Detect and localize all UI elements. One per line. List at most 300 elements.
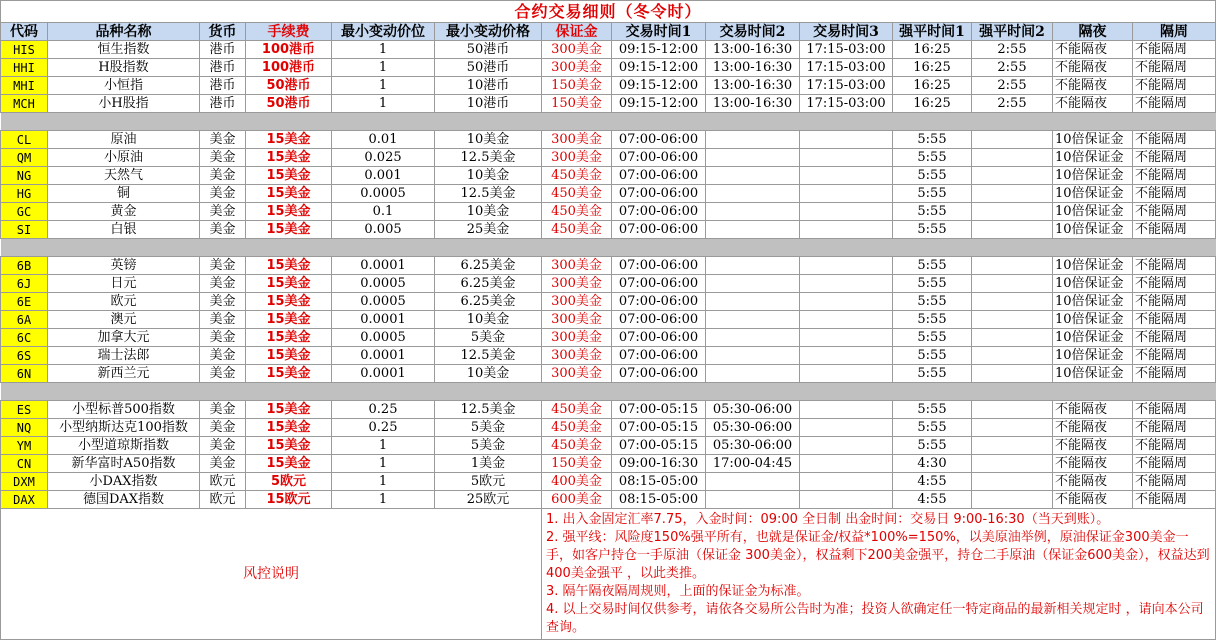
table-row (1, 149, 1216, 167)
name-cell: 小型纳斯达克100指数 (48, 419, 200, 437)
fee-cell: 5欧元 (246, 473, 332, 491)
overweek-cell: 不能隔周 (1133, 329, 1216, 347)
overweek-cell: 不能隔周 (1133, 437, 1216, 455)
currency-cell: 美金 (200, 329, 246, 347)
currency-cell: 美金 (200, 437, 246, 455)
close-time1-cell: 5:55 (893, 167, 972, 185)
column-header: 交易时间3 (800, 23, 893, 41)
tick-value-cell: 50港币 (435, 41, 542, 59)
name-cell: 黄金 (48, 203, 200, 221)
session2-cell (706, 185, 800, 203)
min-tick-cell: 0.0005 (332, 275, 435, 293)
margin-cell: 300美金 (542, 311, 612, 329)
overnight-cell: 10倍保证金 (1053, 293, 1133, 311)
code-cell: HG (1, 185, 48, 203)
overnight-cell: 不能隔夜 (1053, 77, 1133, 95)
session1-cell: 07:00-05:15 (612, 401, 706, 419)
currency-cell: 美金 (200, 419, 246, 437)
table-row (1, 491, 1216, 509)
close-time1-cell: 16:25 (893, 95, 972, 113)
session2-cell: 13:00-16:30 (706, 95, 800, 113)
session3-cell (800, 365, 893, 383)
overnight-cell: 不能隔夜 (1053, 491, 1133, 509)
name-cell: 澳元 (48, 311, 200, 329)
tick-value-cell: 10美金 (435, 131, 542, 149)
code-cell: 6N (1, 365, 48, 383)
column-header: 保证金 (542, 23, 612, 41)
name-cell: 新华富时A50指数 (48, 455, 200, 473)
currency-cell: 欧元 (200, 473, 246, 491)
overweek-cell: 不能隔周 (1133, 455, 1216, 473)
margin-cell: 450美金 (542, 185, 612, 203)
name-cell: 日元 (48, 275, 200, 293)
fee-cell: 15美金 (246, 437, 332, 455)
table-row (1, 257, 1216, 275)
session1-cell: 07:00-05:15 (612, 437, 706, 455)
tick-value-cell: 5欧元 (435, 473, 542, 491)
session3-cell: 17:15-03:00 (800, 95, 893, 113)
column-header: 交易时间1 (612, 23, 706, 41)
overnight-cell: 10倍保证金 (1053, 203, 1133, 221)
risk-row (1, 509, 1216, 640)
close-time2-cell: 2:55 (972, 95, 1053, 113)
session1-cell: 09:15-12:00 (612, 59, 706, 77)
code-cell: HHI (1, 59, 48, 77)
currency-cell: 美金 (200, 347, 246, 365)
currency-cell: 美金 (200, 257, 246, 275)
min-tick-cell: 1 (332, 437, 435, 455)
table-row (1, 77, 1216, 95)
column-header: 强平时间1 (893, 23, 972, 41)
min-tick-cell: 0.0005 (332, 185, 435, 203)
overweek-cell: 不能隔周 (1133, 95, 1216, 113)
session2-cell: 13:00-16:30 (706, 77, 800, 95)
currency-cell: 美金 (200, 203, 246, 221)
table-row (1, 311, 1216, 329)
tick-value-cell: 10港币 (435, 95, 542, 113)
close-time2-cell (972, 347, 1053, 365)
column-header: 手续费 (246, 23, 332, 41)
overnight-cell: 10倍保证金 (1053, 185, 1133, 203)
close-time1-cell: 5:55 (893, 401, 972, 419)
session1-cell: 09:15-12:00 (612, 77, 706, 95)
min-tick-cell: 0.1 (332, 203, 435, 221)
overnight-cell: 不能隔夜 (1053, 59, 1133, 77)
table-row (1, 365, 1216, 383)
code-cell: ES (1, 401, 48, 419)
min-tick-cell: 0.0001 (332, 347, 435, 365)
code-cell: DAX (1, 491, 48, 509)
session1-cell: 07:00-06:00 (612, 347, 706, 365)
session2-cell (706, 473, 800, 491)
close-time1-cell: 5:55 (893, 329, 972, 347)
session3-cell (800, 221, 893, 239)
session2-cell (706, 293, 800, 311)
code-cell: QM (1, 149, 48, 167)
session2-cell: 05:30-06:00 (706, 419, 800, 437)
close-time2-cell: 2:55 (972, 77, 1053, 95)
currency-cell: 美金 (200, 275, 246, 293)
session2-cell (706, 329, 800, 347)
close-time2-cell (972, 311, 1053, 329)
tick-value-cell: 10美金 (435, 311, 542, 329)
column-header: 货币 (200, 23, 246, 41)
margin-cell: 300美金 (542, 365, 612, 383)
code-cell: 6E (1, 293, 48, 311)
table-row (1, 41, 1216, 59)
session1-cell: 07:00-06:00 (612, 185, 706, 203)
tick-value-cell: 10美金 (435, 167, 542, 185)
close-time1-cell: 5:55 (893, 185, 972, 203)
currency-cell: 欧元 (200, 491, 246, 509)
code-cell: MHI (1, 77, 48, 95)
table-row (1, 329, 1216, 347)
tick-value-cell: 5美金 (435, 419, 542, 437)
session2-cell (706, 257, 800, 275)
close-time2-cell (972, 167, 1053, 185)
tick-value-cell: 50港币 (435, 59, 542, 77)
overnight-cell: 10倍保证金 (1053, 365, 1133, 383)
table-row (1, 95, 1216, 113)
overweek-cell: 不能隔周 (1133, 347, 1216, 365)
session3-cell (800, 167, 893, 185)
margin-cell: 300美金 (542, 257, 612, 275)
close-time1-cell: 16:25 (893, 77, 972, 95)
overweek-cell: 不能隔周 (1133, 41, 1216, 59)
overweek-cell: 不能隔周 (1133, 473, 1216, 491)
overweek-cell: 不能隔周 (1133, 203, 1216, 221)
close-time2-cell (972, 131, 1053, 149)
column-header: 品种名称 (48, 23, 200, 41)
table-row (1, 455, 1216, 473)
session1-cell: 07:00-06:00 (612, 329, 706, 347)
close-time1-cell: 5:55 (893, 437, 972, 455)
name-cell: 天然气 (48, 167, 200, 185)
close-time2-cell (972, 365, 1053, 383)
name-cell: 小DAX指数 (48, 473, 200, 491)
risk-notes (542, 509, 1216, 640)
tick-value-cell: 1美金 (435, 455, 542, 473)
code-cell: 6J (1, 275, 48, 293)
close-time2-cell (972, 185, 1053, 203)
margin-cell: 300美金 (542, 41, 612, 59)
min-tick-cell: 0.25 (332, 401, 435, 419)
close-time1-cell: 5:55 (893, 311, 972, 329)
table-row (1, 185, 1216, 203)
column-header: 最小变动价格 (435, 23, 542, 41)
session3-cell (800, 491, 893, 509)
fee-cell: 15美金 (246, 329, 332, 347)
close-time1-cell: 5:55 (893, 347, 972, 365)
min-tick-cell: 1 (332, 95, 435, 113)
session2-cell: 05:30-06:00 (706, 437, 800, 455)
close-time2-cell (972, 491, 1053, 509)
close-time1-cell: 5:55 (893, 257, 972, 275)
code-cell: HIS (1, 41, 48, 59)
session2-cell (706, 167, 800, 185)
margin-cell: 450美金 (542, 437, 612, 455)
tick-value-cell: 12.5美金 (435, 149, 542, 167)
close-time1-cell: 4:55 (893, 491, 972, 509)
close-time1-cell: 5:55 (893, 203, 972, 221)
min-tick-cell: 0.005 (332, 221, 435, 239)
currency-cell: 美金 (200, 221, 246, 239)
min-tick-cell: 1 (332, 455, 435, 473)
session1-cell: 09:15-12:00 (612, 95, 706, 113)
overweek-cell: 不能隔周 (1133, 491, 1216, 509)
session1-cell: 09:15-12:00 (612, 41, 706, 59)
table-row (1, 347, 1216, 365)
session3-cell (800, 293, 893, 311)
code-cell: 6C (1, 329, 48, 347)
fee-cell: 15美金 (246, 257, 332, 275)
close-time2-cell (972, 437, 1053, 455)
fee-cell: 100港币 (246, 59, 332, 77)
overnight-cell: 10倍保证金 (1053, 329, 1133, 347)
currency-cell: 港币 (200, 77, 246, 95)
close-time2-cell (972, 401, 1053, 419)
close-time1-cell: 5:55 (893, 275, 972, 293)
code-cell: DXM (1, 473, 48, 491)
overnight-cell: 10倍保证金 (1053, 167, 1133, 185)
page-title: 合约交易细则（冬令时） (1, 1, 1216, 23)
fee-cell: 15美金 (246, 311, 332, 329)
table-row (1, 437, 1216, 455)
currency-cell: 美金 (200, 131, 246, 149)
session1-cell: 07:00-06:00 (612, 365, 706, 383)
overweek-cell: 不能隔周 (1133, 401, 1216, 419)
session3-cell (800, 203, 893, 221)
name-cell: 铜 (48, 185, 200, 203)
session3-cell: 17:15-03:00 (800, 41, 893, 59)
fee-cell: 15美金 (246, 401, 332, 419)
code-cell: NQ (1, 419, 48, 437)
currency-cell: 美金 (200, 311, 246, 329)
overnight-cell: 10倍保证金 (1053, 131, 1133, 149)
fee-cell: 15美金 (246, 365, 332, 383)
fee-cell: 15美金 (246, 455, 332, 473)
min-tick-cell: 0.025 (332, 149, 435, 167)
session2-cell (706, 149, 800, 167)
margin-cell: 450美金 (542, 401, 612, 419)
table-row (1, 167, 1216, 185)
tick-value-cell: 6.25美金 (435, 257, 542, 275)
risk-note: 4. 以上交易时间仅供参考，请依各交易所公告时为准；投资人欲确定任一特定商品的最新相关规定时 ，请向本公司查询。 (546, 602, 1204, 635)
session1-cell: 07:00-06:00 (612, 275, 706, 293)
name-cell: 恒生指数 (48, 41, 200, 59)
fee-cell: 15美金 (246, 167, 332, 185)
margin-cell: 150美金 (542, 77, 612, 95)
name-cell: 瑞士法郎 (48, 347, 200, 365)
min-tick-cell: 0.25 (332, 419, 435, 437)
table-row (1, 293, 1216, 311)
session3-cell (800, 185, 893, 203)
currency-cell: 美金 (200, 185, 246, 203)
currency-cell: 港币 (200, 59, 246, 77)
tick-value-cell: 10港币 (435, 77, 542, 95)
margin-cell: 300美金 (542, 347, 612, 365)
column-header: 隔周 (1133, 23, 1216, 41)
close-time2-cell (972, 329, 1053, 347)
tick-value-cell: 25欧元 (435, 491, 542, 509)
overnight-cell: 10倍保证金 (1053, 257, 1133, 275)
session2-cell: 13:00-16:30 (706, 41, 800, 59)
currency-cell: 港币 (200, 41, 246, 59)
overweek-cell: 不能隔周 (1133, 59, 1216, 77)
session1-cell: 07:00-05:15 (612, 419, 706, 437)
name-cell: 小原油 (48, 149, 200, 167)
overnight-cell: 不能隔夜 (1053, 455, 1133, 473)
table-row (1, 419, 1216, 437)
name-cell: 小H股指 (48, 95, 200, 113)
min-tick-cell: 1 (332, 59, 435, 77)
session1-cell: 07:00-06:00 (612, 221, 706, 239)
name-cell: 原油 (48, 131, 200, 149)
risk-note: 2. 强平线：风险度150%强平所有，也就是保证金/权益*100%=150%，以美原油举例，原油保证金300美金一手，如客户持仓一手原油（保证金 300美金），权益剩下200美金强平，持仓二手原油（保证金600美金），权益达到400美金强平 ，以此类推。 (546, 530, 1210, 581)
overnight-cell: 不能隔夜 (1053, 473, 1133, 491)
min-tick-cell: 0.001 (332, 167, 435, 185)
close-time2-cell (972, 419, 1053, 437)
fee-cell: 50港币 (246, 77, 332, 95)
currency-cell: 美金 (200, 149, 246, 167)
margin-cell: 300美金 (542, 293, 612, 311)
session3-cell (800, 347, 893, 365)
session1-cell: 07:00-06:00 (612, 203, 706, 221)
margin-cell: 450美金 (542, 419, 612, 437)
column-header: 代码 (1, 23, 48, 41)
margin-cell: 400美金 (542, 473, 612, 491)
session3-cell (800, 401, 893, 419)
session2-cell (706, 221, 800, 239)
session2-cell: 13:00-16:30 (706, 59, 800, 77)
session2-cell (706, 275, 800, 293)
column-header: 交易时间2 (706, 23, 800, 41)
margin-cell: 300美金 (542, 329, 612, 347)
close-time1-cell: 16:25 (893, 41, 972, 59)
session2-cell (706, 311, 800, 329)
tick-value-cell: 5美金 (435, 329, 542, 347)
session3-cell (800, 455, 893, 473)
name-cell: 加拿大元 (48, 329, 200, 347)
overnight-cell: 不能隔夜 (1053, 41, 1133, 59)
code-cell: CN (1, 455, 48, 473)
name-cell: H股指数 (48, 59, 200, 77)
session2-cell (706, 203, 800, 221)
overweek-cell: 不能隔周 (1133, 311, 1216, 329)
overweek-cell: 不能隔周 (1133, 77, 1216, 95)
overnight-cell: 不能隔夜 (1053, 419, 1133, 437)
session3-cell (800, 149, 893, 167)
overweek-cell: 不能隔周 (1133, 221, 1216, 239)
group-separator (1, 239, 1216, 257)
fee-cell: 15美金 (246, 293, 332, 311)
overnight-cell: 10倍保证金 (1053, 347, 1133, 365)
margin-cell: 300美金 (542, 131, 612, 149)
session3-cell (800, 437, 893, 455)
min-tick-cell: 1 (332, 77, 435, 95)
column-header: 最小变动价位 (332, 23, 435, 41)
group-separator (1, 383, 1216, 401)
table-row (1, 221, 1216, 239)
overweek-cell: 不能隔周 (1133, 131, 1216, 149)
currency-cell: 美金 (200, 293, 246, 311)
name-cell: 英镑 (48, 257, 200, 275)
risk-note: 3. 隔午隔夜隔周规则，上面的保证金为标准。 (546, 584, 810, 599)
margin-cell: 150美金 (542, 455, 612, 473)
session1-cell: 07:00-06:00 (612, 257, 706, 275)
session3-cell (800, 419, 893, 437)
fee-cell: 15美金 (246, 185, 332, 203)
close-time1-cell: 16:25 (893, 59, 972, 77)
fee-cell: 15美金 (246, 419, 332, 437)
min-tick-cell: 0.0001 (332, 365, 435, 383)
fee-cell: 15美金 (246, 131, 332, 149)
overweek-cell: 不能隔周 (1133, 365, 1216, 383)
min-tick-cell: 1 (332, 473, 435, 491)
overweek-cell: 不能隔周 (1133, 275, 1216, 293)
close-time2-cell (972, 455, 1053, 473)
margin-cell: 450美金 (542, 203, 612, 221)
column-header: 隔夜 (1053, 23, 1133, 41)
session3-cell (800, 257, 893, 275)
column-header: 强平时间2 (972, 23, 1053, 41)
overnight-cell: 10倍保证金 (1053, 275, 1133, 293)
min-tick-cell: 1 (332, 491, 435, 509)
overweek-cell: 不能隔周 (1133, 257, 1216, 275)
table-row (1, 131, 1216, 149)
session1-cell: 09:00-16:30 (612, 455, 706, 473)
session2-cell: 05:30-06:00 (706, 401, 800, 419)
name-cell: 小型道琼斯指数 (48, 437, 200, 455)
min-tick-cell: 1 (332, 41, 435, 59)
tick-value-cell: 10美金 (435, 203, 542, 221)
close-time2-cell (972, 275, 1053, 293)
table-row (1, 59, 1216, 77)
tick-value-cell: 6.25美金 (435, 275, 542, 293)
margin-cell: 600美金 (542, 491, 612, 509)
min-tick-cell: 0.0001 (332, 257, 435, 275)
margin-cell: 150美金 (542, 95, 612, 113)
fee-cell: 15美金 (246, 275, 332, 293)
session3-cell: 17:15-03:00 (800, 77, 893, 95)
fee-cell: 15美金 (246, 221, 332, 239)
overweek-cell: 不能隔周 (1133, 149, 1216, 167)
close-time2-cell (972, 149, 1053, 167)
min-tick-cell: 0.0005 (332, 329, 435, 347)
code-cell: 6A (1, 311, 48, 329)
overweek-cell: 不能隔周 (1133, 419, 1216, 437)
close-time2-cell: 2:55 (972, 41, 1053, 59)
header-row (1, 23, 1216, 41)
table-row (1, 275, 1216, 293)
margin-cell: 300美金 (542, 59, 612, 77)
code-cell: 6B (1, 257, 48, 275)
fee-cell: 15美金 (246, 347, 332, 365)
tick-value-cell: 5美金 (435, 437, 542, 455)
close-time1-cell: 5:55 (893, 365, 972, 383)
name-cell: 白银 (48, 221, 200, 239)
session2-cell (706, 131, 800, 149)
fee-cell: 15欧元 (246, 491, 332, 509)
session3-cell: 17:15-03:00 (800, 59, 893, 77)
session2-cell: 17:00-04:45 (706, 455, 800, 473)
session1-cell: 07:00-06:00 (612, 311, 706, 329)
close-time2-cell (972, 203, 1053, 221)
margin-cell: 300美金 (542, 275, 612, 293)
session1-cell: 07:00-06:00 (612, 149, 706, 167)
name-cell: 新西兰元 (48, 365, 200, 383)
tick-value-cell: 12.5美金 (435, 347, 542, 365)
